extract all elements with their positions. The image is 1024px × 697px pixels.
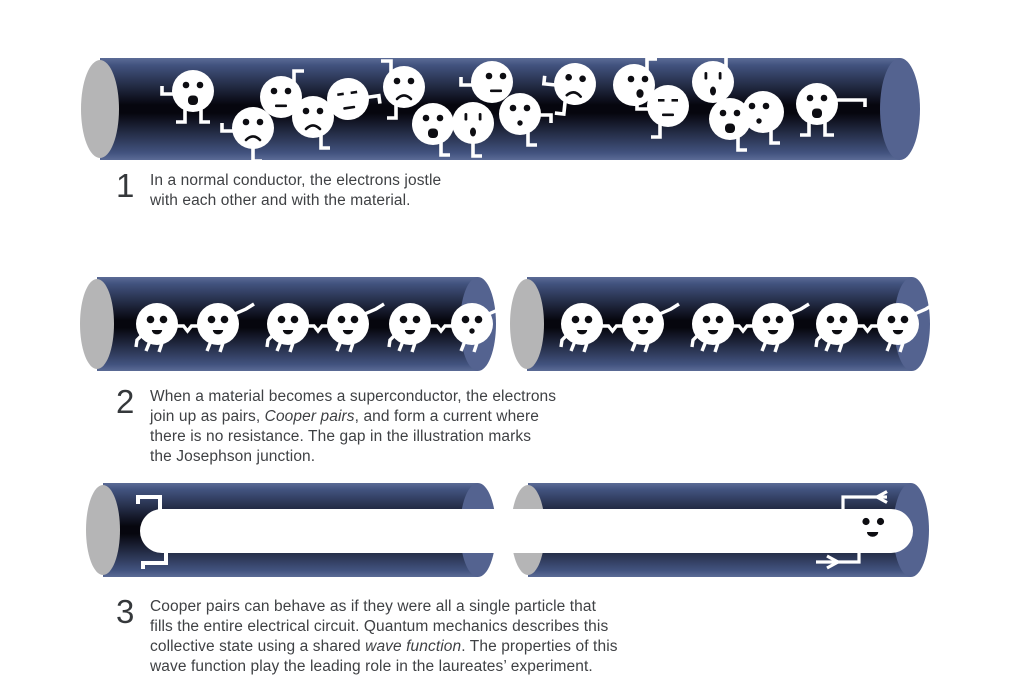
electron (197, 303, 239, 345)
electron (451, 303, 493, 345)
electron (622, 303, 664, 345)
tube-end-cap-left (86, 485, 120, 575)
electron (561, 303, 603, 345)
electron (752, 303, 794, 345)
electron (692, 303, 734, 345)
wave-function-bar (140, 509, 913, 553)
tube-end-cap-left (81, 60, 119, 158)
step-1-number: 1 (116, 167, 135, 204)
electron (816, 303, 858, 345)
single-particle-wave-function (86, 483, 929, 577)
electron (877, 303, 919, 345)
tube-end-cap-right (880, 58, 920, 160)
step-2-number: 2 (116, 383, 135, 420)
electron (327, 303, 369, 345)
electron (136, 303, 178, 345)
tube-end-cap-left (510, 279, 544, 369)
electron (267, 303, 309, 345)
superconductor-cooper-pairs (80, 277, 934, 371)
step-3-caption: Cooper pairs can behave as if they were all a single particle that fills the entire electrical circuit. Quantum mechanics describes this collective state using a shared wave function. The properties of this wave function play the leading role in the laureates’ experiment. (150, 598, 618, 675)
step-1-caption: In a normal conductor, the electrons jostle with each other and with the material. (150, 172, 442, 209)
electron (389, 303, 431, 345)
tube-end-cap-left (80, 279, 114, 369)
step-2-caption: When a material becomes a superconductor, the electrons join up as pairs, Cooper pairs, and form a current where there is no resistance. The gap in the illustration marks the Josephson junction. (150, 388, 557, 465)
step-3-number: 3 (116, 593, 135, 630)
normal-conductor (81, 56, 920, 161)
